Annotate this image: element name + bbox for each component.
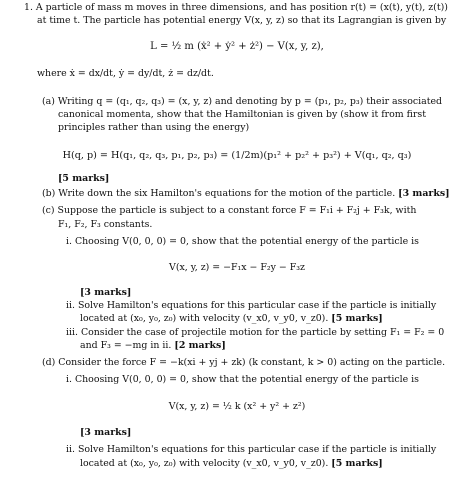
part-a-line-1: (a) Writing q = (q₁, q₂, q₃) = (x, y, z) and denoting by p = (p₁, p₂, p₃) their associated <box>42 96 443 107</box>
part-b-marks: [3 marks] <box>398 188 450 199</box>
part-c-i-equation: V(x, y, z) = −F₁x − F₂y − F₃z <box>169 262 305 273</box>
part-c-line-2: F₁, F₂, F₃ constants. <box>58 219 153 230</box>
part-c-iii-line-1: iii. Consider the case of projectile motion for the particle by setting F₁ = F₂ = 0 <box>66 327 445 338</box>
part-c-iii-line-2: and F₃ = −mg in ii. [2 marks] <box>80 340 226 351</box>
part-c-ii-line-2: located at (x₀, y₀, z₀) with velocity (v_x0, v_y0, v_z0). [5 marks] <box>80 313 383 324</box>
part-d-ii-line-2: located at (x₀, y₀, z₀) with velocity (v_x0, v_y0, v_z0). [5 marks] <box>80 458 383 469</box>
lagrangian-equation: L = ½ m (ẋ² + ẏ² + ż²) − V(x, y, z), <box>150 41 324 52</box>
part-d-ii-line-1: ii. Solve Hamilton's equations for this particular case if the particle is initially <box>66 444 437 455</box>
part-c-ii-line-1: ii. Solve Hamilton's equations for this particular case if the particle is initially <box>66 300 437 311</box>
part-c-i-marks: [3 marks] <box>80 287 132 298</box>
part-d-ii-marks: [5 marks] <box>331 458 383 469</box>
part-d-i-marks: [3 marks] <box>80 427 132 438</box>
part-d-i-line: i. Choosing V(0, 0, 0) = 0, show that the potential energy of the particle is <box>66 374 419 385</box>
part-c-i-line: i. Choosing V(0, 0, 0) = 0, show that the potential energy of the particle is <box>66 236 419 247</box>
part-a-line-3: principles rather than using the energy) <box>58 122 250 133</box>
part-b-line: (b) Write down the six Hamilton's equations for the motion of the particle. [3 marks] <box>42 188 450 199</box>
part-a-marks: [5 marks] <box>58 173 110 184</box>
part-c-iii-marks: [2 marks] <box>174 340 226 351</box>
q1-line-1: 1. A particle of mass m moves in three dimensions, and has position r(t) = (x(t), y(t), z(t)) <box>24 2 448 13</box>
hamiltonian-equation: H(q, p) = H(q₁, q₂, q₃, p₁, p₂, p₃) = (1/2m)(p₁² + p₂² + p₃²) + V(q₁, q₂, q₃) <box>62 150 412 161</box>
part-c-ii-marks: [5 marks] <box>331 313 383 324</box>
q1-where-line: where ẋ = dx/dt, ẏ = dy/dt, ż = dz/dt. <box>37 68 214 79</box>
part-d-i-equation: V(x, y, z) = ½ k (x² + y² + z²) <box>168 401 306 412</box>
part-d-line-1: (d) Consider the force F = −k(xi + yj + zk) (k constant, k > 0) acting on the particle. <box>42 357 446 368</box>
part-a-line-2: canonical momenta, show that the Hamiltonian is given by (show it from first <box>58 109 426 120</box>
part-c-line-1: (c) Suppose the particle is subject to a constant force F = F₁i + F₂j + F₃k, with <box>42 205 417 216</box>
q1-line-2: at time t. The particle has potential energy V(x, y, z) so that its Lagrangian is given by <box>37 15 447 26</box>
